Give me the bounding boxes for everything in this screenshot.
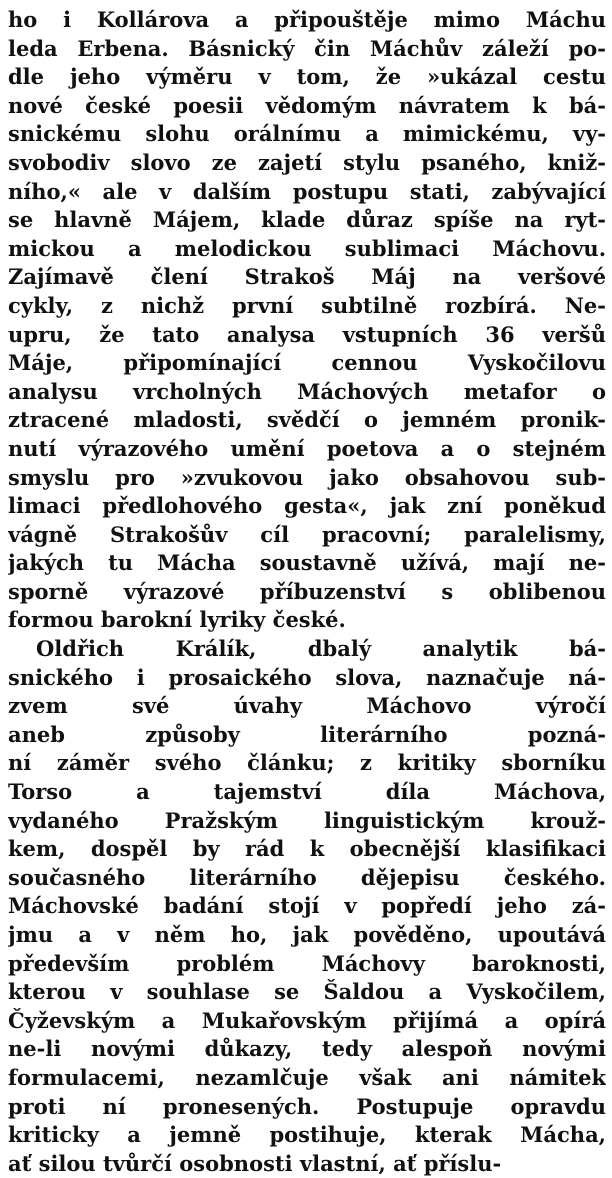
text-line: formulacemi, nezamlčuje však ani námitek: [8, 1064, 606, 1090]
text-line: svobodiv slovo ze zajetí stylu psaného, kniž-: [8, 149, 606, 175]
text-line: především problém Máchovy baroknosti,: [8, 950, 606, 976]
text-line: mickou a melodickou sublimaci Máchovu.: [8, 235, 606, 261]
text-line: Máje, připomínající cennou Vyskočilovu: [8, 350, 606, 376]
text-line: sporně výrazové příbuzenství s oblibenou: [8, 578, 606, 604]
text-line: vydaného Pražským linguistickým krouž-: [8, 807, 606, 833]
text-line: smyslu pro »zvukovou jako obsahovou sub-: [8, 464, 606, 490]
text-line: ho i Kollárova a připouštěje mimo Máchu: [8, 7, 606, 32]
text-line: nové české poesii vědomým návratem k bá-: [8, 92, 606, 118]
text-line: Zajímavě člení Strakoš Máj na veršové: [8, 264, 606, 290]
text-line: limaci předlohového gesta«, jak zní poněkud: [8, 493, 606, 519]
text-line: ztracené mladosti, svědčí o jemném pronik-: [8, 407, 606, 433]
paragraph-1: [8, 6, 606, 635]
text-line: jakých tu Mácha soustavně užívá, mají ne-: [8, 550, 606, 576]
text-line: kem, dospěl by rád k obecnější klasifikaci: [8, 836, 606, 862]
text-line: ního,« ale v dalším postupu stati, zabývající: [8, 178, 606, 204]
text-line: Oldřich Králík, dbalý analytik bá-: [36, 636, 606, 662]
text-line: jmu a v něm ho, jak pověděno, upoutává: [8, 922, 606, 947]
text-line: kterou v souhlase se Šaldou a Vyskočilem,: [8, 979, 606, 1005]
text-line: upru, že tato analysa vstupních 36 veršů: [8, 321, 606, 347]
text-line: současného literárního dějepisu českého.: [8, 864, 606, 890]
text-line: vágně Strakošův cíl pracovní; paralelismy,: [8, 521, 606, 547]
text-line: Čyževským a Mukařovským přijímá a opírá: [8, 1007, 606, 1033]
text-line: kriticky a jemně postihuje, kterak Mácha,: [8, 1122, 606, 1148]
text-line: ať silou tvůrčí osobnosti vlastní, ať příslu-: [8, 1150, 502, 1176]
text-line: proti ní pronesených. Postupuje opravdu: [8, 1093, 606, 1119]
text-line: snickému slohu orálnímu a mimickému, vy-: [8, 121, 606, 147]
text-line: ne-li novými důkazy, tedy alespoň novými: [8, 1036, 606, 1062]
text-line: Torso a tajemství díla Máchova,: [8, 779, 606, 805]
text-line: ní záměr svého článku; z kritiky sborníku: [8, 750, 606, 776]
paragraph-2: [8, 635, 606, 1178]
text-line: formou barokní lyriky české.: [8, 607, 346, 633]
text-line: cykly, z nichž první subtilně rozbírá. Ne-: [8, 292, 606, 318]
text-line: analysu vrcholných Máchových metafor o: [8, 378, 606, 404]
text-line: dle jeho výměru v tom, že »ukázal cestu: [8, 64, 606, 90]
text-line: leda Erbena. Básnický čin Máchův záleží po-: [8, 35, 606, 61]
text-line: snického i prosaického slova, naznačuje ná-: [8, 664, 606, 690]
text-line: nutí výrazového umění poetova a o stejném: [8, 435, 606, 461]
text-line: se hlavně Májem, klade důraz spíše na ryt-: [8, 207, 606, 233]
text-line: zvem své úvahy Máchovo výročí: [8, 693, 606, 719]
text-line: Máchovské badání stojí v popředí jeho zá-: [8, 893, 606, 919]
text-line: aneb způsoby literárního pozná-: [8, 721, 606, 747]
